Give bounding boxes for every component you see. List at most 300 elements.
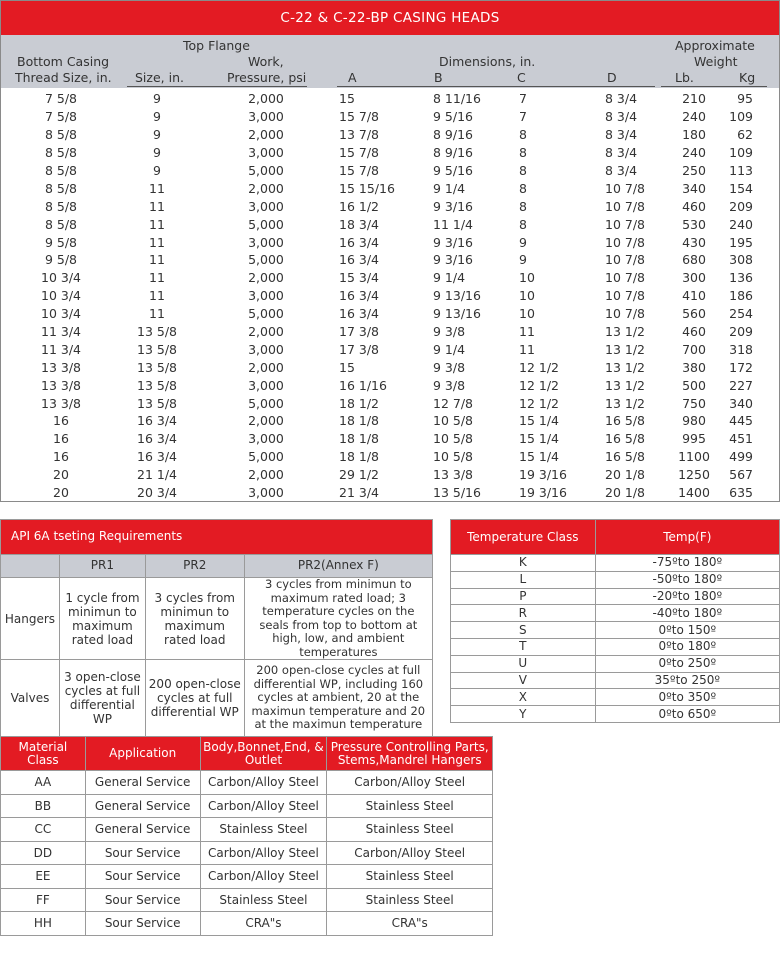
table-row [451, 622, 780, 639]
cell-bottom-casing-size: 8 5/8 [44, 127, 78, 143]
cell-body-material: Carbon/Alloy Steel [200, 841, 327, 865]
api-row-label: Hangers [1, 578, 60, 660]
table-row [451, 638, 780, 655]
cell-dim-c: 8 [519, 180, 527, 196]
cell-weight-kg: 209 [729, 324, 753, 340]
cell-weight-kg: 499 [729, 449, 753, 465]
cell-temp-range: 0ºto 180º [595, 638, 779, 655]
cell-application: General Service [85, 794, 200, 818]
table-row [451, 672, 780, 689]
cell-dim-a: 15 3/4 [339, 270, 379, 286]
table-row [1, 578, 433, 660]
table-row [1, 771, 493, 795]
cell-weight-kg: 186 [729, 288, 753, 304]
cell-dim-a: 15 7/8 [339, 109, 379, 125]
cell-dim-c: 11 [519, 324, 535, 340]
api-header-blank [1, 555, 60, 578]
table-row [451, 588, 780, 605]
cell-application: General Service [85, 771, 200, 795]
cell-work-pressure: 2,000 [248, 127, 284, 143]
cell-bottom-casing-size: 20 [53, 467, 69, 483]
cell-dim-c: 8 [519, 198, 527, 214]
api-cell-pr1: 1 cycle from minimun to maximum rated load [59, 578, 145, 660]
cell-application: Sour Service [85, 865, 200, 889]
temp-header-class: Temperature Class [451, 520, 596, 555]
cell-temp-class: S [451, 622, 596, 639]
cell-bottom-casing-size: 16 [53, 431, 69, 447]
dimensions-underline [337, 86, 655, 87]
header-work: Work, [248, 54, 284, 69]
cell-flange-size: 11 [149, 306, 165, 322]
cell-weight-lb: 700 [682, 341, 706, 357]
cell-work-pressure: 2,000 [248, 359, 284, 375]
cell-bottom-casing-size: 13 3/8 [41, 377, 81, 393]
cell-dim-c: 9 [519, 234, 527, 250]
cell-dim-a: 16 3/4 [339, 252, 379, 268]
table-row [1, 466, 780, 484]
cell-dim-d: 13 1/2 [605, 377, 645, 393]
cell-flange-size: 11 [149, 180, 165, 196]
cell-dim-d: 10 7/8 [605, 234, 645, 250]
cell-bottom-casing-size: 13 3/8 [41, 395, 81, 411]
cell-work-pressure: 3,000 [248, 234, 284, 250]
table-row [1, 448, 780, 466]
cell-dim-c: 8 [519, 216, 527, 232]
api-header-pr1: PR1 [59, 555, 145, 578]
cell-bottom-casing-size: 16 [53, 413, 69, 429]
cell-flange-size: 11 [149, 288, 165, 304]
cell-body-material: Stainless Steel [200, 888, 327, 912]
cell-flange-size: 13 5/8 [137, 377, 177, 393]
cell-material-class: BB [1, 794, 86, 818]
header-c: C [517, 70, 526, 85]
cell-weight-kg: 227 [729, 377, 753, 393]
cell-weight-lb: 995 [682, 431, 706, 447]
cell-weight-lb: 250 [682, 163, 706, 178]
cell-work-pressure: 3,000 [248, 377, 284, 393]
cell-weight-lb: 240 [682, 145, 706, 161]
header-approximate: Approximate [675, 38, 755, 53]
header-pressure: Pressure, psi [227, 70, 307, 85]
cell-weight-kg: 254 [729, 306, 753, 322]
cell-dim-a: 15 15/16 [339, 180, 395, 196]
cell-dim-d: 8 3/4 [605, 91, 638, 107]
table-row [1, 430, 780, 448]
cell-dim-b: 8 9/16 [433, 145, 473, 161]
cell-bottom-casing-size: 11 3/4 [41, 324, 81, 340]
cell-dim-d: 16 5/8 [605, 431, 645, 447]
cell-weight-lb: 410 [682, 288, 706, 304]
cell-weight-kg: 318 [729, 341, 753, 357]
table-row [1, 358, 780, 376]
cell-dim-b: 11 1/4 [433, 216, 473, 232]
cell-weight-lb: 380 [682, 359, 706, 375]
cell-dim-a: 16 3/4 [339, 234, 379, 250]
cell-weight-lb: 180 [682, 127, 706, 143]
cell-bottom-casing-size: 8 5/8 [44, 180, 78, 196]
table-row [1, 865, 493, 889]
cell-dim-c: 8 [519, 127, 527, 143]
table-row [1, 179, 780, 197]
cell-temp-range: 0ºto 250º [595, 655, 779, 672]
cell-dim-b: 8 9/16 [433, 127, 473, 143]
cell-dim-b: 9 13/16 [433, 288, 481, 304]
table-row [451, 605, 780, 622]
api-cell-pr2: 3 cycles from minimun to maximum rated load [145, 578, 244, 660]
cell-weight-lb: 340 [682, 180, 706, 196]
cell-dim-a: 17 3/8 [339, 341, 379, 357]
header-size: Size, in. [135, 70, 184, 85]
cell-dim-c: 7 [519, 91, 527, 107]
cell-dim-c: 7 [519, 109, 527, 125]
cell-dim-b: 9 3/8 [433, 324, 466, 340]
table-row [1, 912, 493, 936]
cell-flange-size: 20 3/4 [137, 485, 177, 501]
cell-dim-b: 9 1/4 [433, 341, 466, 357]
header-weight: Weight [694, 54, 738, 69]
cell-weight-lb: 460 [682, 324, 706, 340]
cell-dim-a: 21 3/4 [339, 485, 379, 501]
cell-dim-b: 9 3/16 [433, 198, 473, 214]
table-row [451, 571, 780, 588]
cell-weight-kg: 113 [729, 163, 753, 178]
cell-temp-range: -40ºto 180º [595, 605, 779, 622]
cell-dim-d: 10 7/8 [605, 216, 645, 232]
cell-application: General Service [85, 818, 200, 842]
cell-flange-size: 16 3/4 [137, 449, 177, 465]
cell-flange-size: 13 5/8 [137, 395, 177, 411]
api-cell-annex: 200 open-close cycles at full differential WP, including 160 cycles at ambient, 20 at the maximun temperature and 20 at the maximun temperature [244, 660, 432, 737]
mat-header-pressure-parts: Pressure Controlling Parts, Stems,Mandrel Hangers [327, 737, 493, 771]
cell-pressure-parts-material: Stainless Steel [327, 818, 493, 842]
cell-flange-size: 11 [149, 270, 165, 286]
cell-bottom-casing-size: 16 [53, 449, 69, 465]
cell-work-pressure: 5,000 [248, 449, 284, 465]
cell-temp-class: U [451, 655, 596, 672]
cell-work-pressure: 5,000 [248, 252, 284, 268]
cell-temp-class: L [451, 571, 596, 588]
cell-body-material: Carbon/Alloy Steel [200, 794, 327, 818]
header-kg: Kg [739, 70, 756, 85]
cell-dim-a: 15 7/8 [339, 145, 379, 161]
api-cell-annex: 3 cycles from minimun to maximum rated load; 3 temperature cycles on the seals from top to bottom at high, low, and ambient temperatures [244, 578, 432, 660]
cell-weight-lb: 300 [682, 270, 706, 286]
cell-work-pressure: 5,000 [248, 163, 284, 178]
table-row [1, 287, 780, 305]
table-row [1, 215, 780, 233]
cell-dim-c: 8 [519, 145, 527, 161]
cell-temp-class: R [451, 605, 596, 622]
cell-dim-c: 12 1/2 [519, 359, 559, 375]
cell-body-material: Carbon/Alloy Steel [200, 865, 327, 889]
cell-weight-kg: 62 [737, 127, 753, 143]
api-row-label: Valves [1, 660, 60, 737]
cell-dim-a: 15 [339, 359, 355, 375]
cell-dim-c: 11 [519, 341, 535, 357]
cell-dim-c: 10 [519, 270, 535, 286]
cell-work-pressure: 3,000 [248, 198, 284, 214]
cell-application: Sour Service [85, 841, 200, 865]
cell-temp-range: 0ºto 350º [595, 689, 779, 706]
cell-dim-b: 10 5/8 [433, 413, 473, 429]
api-header-pr2: PR2 [145, 555, 244, 578]
cell-pressure-parts-material: Stainless Steel [327, 794, 493, 818]
table-row [1, 660, 433, 737]
cell-pressure-parts-material: Stainless Steel [327, 888, 493, 912]
cell-flange-size: 16 3/4 [137, 413, 177, 429]
cell-material-class: HH [1, 912, 86, 936]
cell-weight-lb: 430 [682, 234, 706, 250]
cell-weight-kg: 240 [729, 216, 753, 232]
table-row [451, 555, 780, 572]
cell-work-pressure: 3,000 [248, 485, 284, 501]
table-row [1, 162, 780, 180]
cell-dim-a: 13 7/8 [339, 127, 379, 143]
cell-weight-lb: 680 [682, 252, 706, 268]
cell-flange-size: 16 3/4 [137, 431, 177, 447]
cell-dim-b: 13 5/16 [433, 485, 481, 501]
table-row [1, 412, 780, 430]
cell-dim-c: 12 1/2 [519, 395, 559, 411]
cell-flange-size: 13 5/8 [137, 341, 177, 357]
cell-temp-class: V [451, 672, 596, 689]
cell-body-material: Stainless Steel [200, 818, 327, 842]
cell-dim-a: 16 1/2 [339, 198, 379, 214]
cell-work-pressure: 3,000 [248, 341, 284, 357]
cell-weight-lb: 980 [682, 413, 706, 429]
cell-work-pressure: 5,000 [248, 306, 284, 322]
cell-dim-d: 8 3/4 [605, 109, 638, 125]
cell-dim-b: 9 5/16 [433, 163, 473, 178]
cell-material-class: FF [1, 888, 86, 912]
cell-bottom-casing-size: 10 3/4 [41, 306, 81, 322]
table-row [1, 340, 780, 358]
cell-work-pressure: 5,000 [248, 395, 284, 411]
cell-work-pressure: 2,000 [248, 467, 284, 483]
cell-weight-kg: 136 [729, 270, 753, 286]
cell-weight-kg: 95 [737, 91, 753, 107]
cell-dim-a: 16 3/4 [339, 288, 379, 304]
cell-dim-b: 9 13/16 [433, 306, 481, 322]
table-row [1, 251, 780, 269]
cell-weight-kg: 209 [729, 198, 753, 214]
cell-pressure-parts-material: Stainless Steel [327, 865, 493, 889]
api-cell-pr1: 3 open-close cycles at full differential WP [59, 660, 145, 737]
cell-dim-a: 15 [339, 91, 355, 107]
cell-dim-d: 10 7/8 [605, 198, 645, 214]
cell-pressure-parts-material: Carbon/Alloy Steel [327, 841, 493, 865]
cell-temp-class: Y [451, 706, 596, 723]
cell-dim-d: 8 3/4 [605, 163, 638, 178]
cell-dim-b: 8 11/16 [433, 91, 481, 107]
cell-bottom-casing-size: 10 3/4 [41, 270, 81, 286]
cell-weight-kg: 567 [729, 467, 753, 483]
cell-dim-c: 12 1/2 [519, 377, 559, 393]
table-row [451, 689, 780, 706]
cell-dim-d: 16 5/8 [605, 413, 645, 429]
cell-body-material: CRA"s [200, 912, 327, 936]
cell-dim-d: 20 1/8 [605, 467, 645, 483]
cell-work-pressure: 3,000 [248, 431, 284, 447]
table-row [1, 90, 780, 108]
temp-header-temp: Temp(F) [595, 520, 779, 555]
cell-dim-d: 10 7/8 [605, 270, 645, 286]
cell-dim-d: 16 5/8 [605, 449, 645, 465]
cell-dim-b: 10 5/8 [433, 449, 473, 465]
cell-dim-a: 17 3/8 [339, 324, 379, 340]
cell-dim-b: 10 5/8 [433, 431, 473, 447]
cell-dim-c: 19 3/16 [519, 485, 567, 501]
cell-material-class: CC [1, 818, 86, 842]
header-lb: Lb. [675, 70, 694, 85]
cell-flange-size: 9 [153, 163, 161, 178]
table-row [1, 126, 780, 144]
api-cell-pr2: 200 open-close cycles at full differential WP [145, 660, 244, 737]
cell-flange-size: 9 [153, 109, 161, 125]
cell-weight-lb: 1400 [678, 485, 710, 501]
table-row [1, 484, 780, 502]
mat-header-body: Body,Bonnet,End, & Outlet [200, 737, 327, 771]
casing-table-title: C-22 & C-22-BP CASING HEADS [1, 1, 779, 35]
cell-body-material: Carbon/Alloy Steel [200, 771, 327, 795]
cell-temp-class: X [451, 689, 596, 706]
header-top-flange: Top Flange [183, 38, 250, 53]
cell-flange-size: 9 [153, 127, 161, 143]
cell-dim-a: 18 3/4 [339, 216, 379, 232]
cell-dim-d: 10 7/8 [605, 306, 645, 322]
cell-pressure-parts-material: CRA"s [327, 912, 493, 936]
temperature-class-table [450, 519, 780, 723]
cell-temp-range: -75ºto 180º [595, 555, 779, 572]
cell-flange-size: 21 1/4 [137, 467, 177, 483]
cell-weight-lb: 560 [682, 306, 706, 322]
table-row [1, 197, 780, 215]
cell-dim-d: 10 7/8 [605, 180, 645, 196]
casing-table-header [1, 35, 779, 88]
table-row [1, 108, 780, 126]
cell-dim-a: 16 3/4 [339, 306, 379, 322]
cell-temp-class: K [451, 555, 596, 572]
api-table-title: API 6A tseting Requirements [1, 520, 433, 555]
cell-dim-b: 9 5/16 [433, 109, 473, 125]
cell-work-pressure: 2,000 [248, 413, 284, 429]
table-row [1, 394, 780, 412]
table-row [1, 818, 493, 842]
cell-weight-kg: 340 [729, 395, 753, 411]
cell-weight-kg: 195 [729, 234, 753, 250]
cell-flange-size: 13 5/8 [137, 324, 177, 340]
cell-flange-size: 11 [149, 252, 165, 268]
cell-work-pressure: 5,000 [248, 216, 284, 232]
cell-dim-d: 10 7/8 [605, 288, 645, 304]
cell-dim-d: 8 3/4 [605, 145, 638, 161]
cell-bottom-casing-size: 8 5/8 [44, 163, 78, 178]
cell-dim-d: 13 1/2 [605, 359, 645, 375]
cell-weight-kg: 109 [729, 109, 753, 125]
cell-weight-kg: 109 [729, 145, 753, 161]
cell-dim-a: 18 1/2 [339, 395, 379, 411]
cell-dim-c: 10 [519, 306, 535, 322]
mat-header-application: Application [85, 737, 200, 771]
cell-bottom-casing-size: 7 5/8 [44, 91, 78, 107]
cell-weight-lb: 210 [682, 91, 706, 107]
cell-bottom-casing-size: 8 5/8 [44, 198, 78, 214]
cell-dim-d: 10 7/8 [605, 252, 645, 268]
cell-weight-kg: 451 [729, 431, 753, 447]
cell-temp-range: 0ºto 150º [595, 622, 779, 639]
cell-dim-b: 9 1/4 [433, 180, 466, 196]
cell-dim-a: 18 1/8 [339, 413, 379, 429]
cell-application: Sour Service [85, 912, 200, 936]
cell-material-class: EE [1, 865, 86, 889]
cell-flange-size: 9 [153, 145, 161, 161]
cell-flange-size: 11 [149, 216, 165, 232]
cell-dim-a: 18 1/8 [339, 431, 379, 447]
table-row [1, 888, 493, 912]
table-row [1, 376, 780, 394]
table-row [451, 706, 780, 723]
cell-weight-lb: 460 [682, 198, 706, 214]
cell-flange-size: 11 [149, 234, 165, 250]
cell-dim-a: 18 1/8 [339, 449, 379, 465]
table-row [1, 233, 780, 251]
table-row [1, 305, 780, 323]
cell-temp-class: T [451, 638, 596, 655]
table-row [451, 655, 780, 672]
cell-dim-c: 8 [519, 163, 527, 178]
cell-application: Sour Service [85, 888, 200, 912]
cell-bottom-casing-size: 13 3/8 [41, 359, 81, 375]
cell-work-pressure: 3,000 [248, 145, 284, 161]
cell-weight-kg: 635 [729, 485, 753, 501]
cell-bottom-casing-size: 10 3/4 [41, 288, 81, 304]
header-a: A [348, 70, 357, 85]
table-row [1, 144, 780, 162]
cell-bottom-casing-size: 8 5/8 [44, 216, 78, 232]
cell-dim-b: 9 3/16 [433, 234, 473, 250]
cell-work-pressure: 2,000 [248, 91, 284, 107]
table-row [1, 269, 780, 287]
cell-work-pressure: 3,000 [248, 288, 284, 304]
cell-bottom-casing-size: 11 3/4 [41, 341, 81, 357]
cell-dim-a: 15 7/8 [339, 163, 379, 178]
cell-weight-lb: 1100 [678, 449, 710, 465]
cell-material-class: AA [1, 771, 86, 795]
cell-weight-lb: 750 [682, 395, 706, 411]
cell-weight-lb: 1250 [678, 467, 710, 483]
header-thread-size: Thread Size, in. [15, 70, 112, 85]
cell-work-pressure: 2,000 [248, 180, 284, 196]
cell-bottom-casing-size: 8 5/8 [44, 145, 78, 161]
cell-weight-lb: 530 [682, 216, 706, 232]
api-6a-requirements-table [0, 519, 433, 737]
header-bottom-casing: Bottom Casing [17, 54, 110, 69]
cell-bottom-casing-size: 7 5/8 [44, 109, 78, 125]
cell-dim-b: 9 1/4 [433, 270, 466, 286]
cell-temp-range: 0ºto 650º [595, 706, 779, 723]
cell-weight-lb: 500 [682, 377, 706, 393]
cell-dim-b: 9 3/8 [433, 377, 466, 393]
table-row [1, 323, 780, 341]
top-flange-underline [127, 86, 307, 87]
mat-header-class: Material Class [1, 737, 86, 771]
cell-dim-b: 9 3/16 [433, 252, 473, 268]
cell-dim-c: 10 [519, 288, 535, 304]
cell-dim-c: 15 1/4 [519, 413, 559, 429]
cell-dim-c: 15 1/4 [519, 449, 559, 465]
cell-dim-d: 8 3/4 [605, 127, 638, 143]
material-class-table [0, 736, 493, 936]
